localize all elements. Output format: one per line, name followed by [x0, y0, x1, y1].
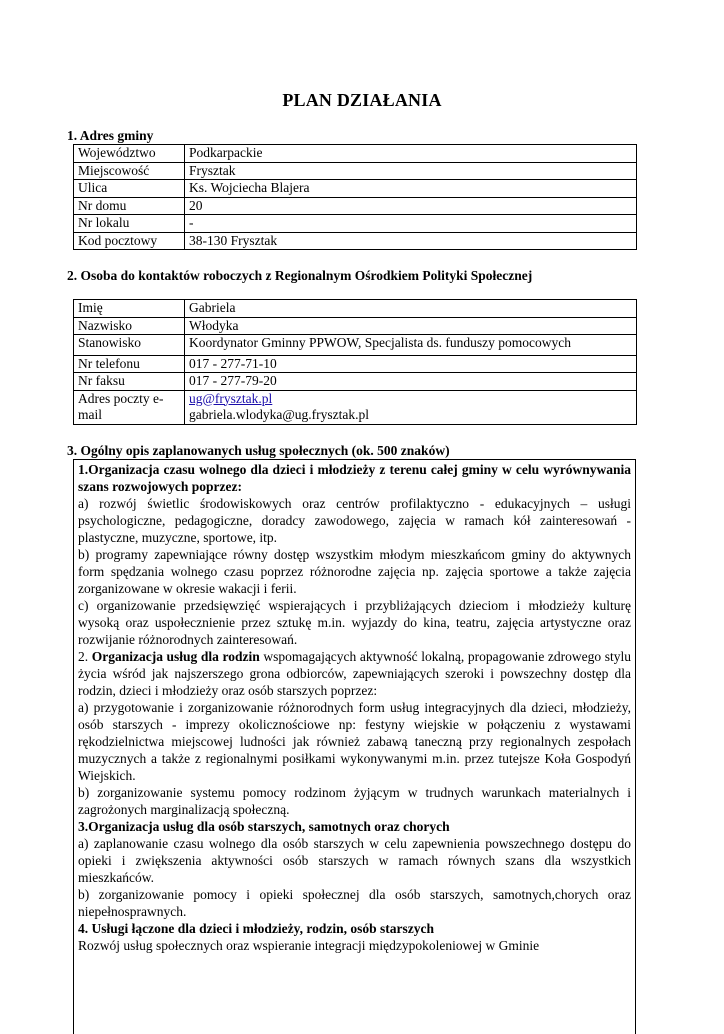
section-2-heading: 2. Osoba do kontaktów roboczych z Regionalnym Ośrodkiem Polityki Społecznej	[67, 268, 533, 283]
table-value: Koordynator Gminny PPWOW, Specjalista ds. funduszy pomocowych	[185, 335, 637, 356]
services-description-box	[73, 459, 636, 1034]
table-label: Kod pocztowy	[74, 232, 185, 250]
table-value: 20	[185, 197, 637, 215]
paragraph-4-heading: 4. Usługi łączone dla dzieci i młodzieży, rodzin, osób starszych	[78, 921, 434, 936]
table-value: Ks. Wojciecha Blajera	[185, 180, 637, 198]
table-label: Nr lokalu	[74, 215, 185, 233]
table-row	[74, 373, 637, 391]
table-row	[74, 197, 637, 215]
table-row	[74, 335, 637, 356]
paragraph-1a: a) rozwój świetlic środowiskowych oraz centrów profilaktyczno - edukacyjnych – usługi psychologiczne, pedagogiczne, doradcy zawodowego, zajęcia w ramach kół zainteresowań -plastyczne, muzyczne, sportowe, itp.	[78, 496, 631, 545]
table-row	[74, 232, 637, 250]
paragraph-1-heading: 1.Organizacja czasu wolnego dla dzieci i młodzieży z terenu całej gminy w celu wyrównywania szans rozwojowych poprzez:	[78, 462, 631, 494]
table-value: Frysztak	[185, 162, 637, 180]
table-value: Podkarpackie	[185, 145, 637, 163]
paragraph-2	[78, 648, 631, 699]
table-value: 38-130 Frysztak	[185, 232, 637, 250]
table-label: Nr telefonu	[74, 355, 185, 373]
section-3-heading: 3. Ogólny opis zaplanowanych usług społecznych (ok. 500 znaków)	[67, 443, 450, 458]
paragraph-3a: a) zaplanowanie czasu wolnego dla osób starszych w celu zapewnienia powszechnego dostępu do opieki i zwiększenia aktywności osób starszych w ramach równych szans dla wszystkich mieszkańców.	[78, 836, 631, 885]
section-1-heading: 1. Adres gminy	[67, 128, 154, 143]
table-value: Gabriela	[185, 300, 637, 318]
table-row	[74, 317, 637, 335]
table-label: Imię	[74, 300, 185, 318]
table-label: Nazwisko	[74, 317, 185, 335]
table-row	[74, 215, 637, 233]
table-value: 017 - 277-71-10	[185, 355, 637, 373]
table-label: Nr faksu	[74, 373, 185, 391]
paragraph-1c: c) organizowanie przedsięwzięć wspierających i przybliżających dzieciom i młodzieży kulturę wysoką oraz uspołecznienie przez sztukę m.in. wyjazdy do kina, teatru, zajęcia artystyczne oraz rozwijanie różnorodnych zainteresowań.	[78, 598, 631, 647]
paragraph-2-number: 2.	[78, 649, 89, 664]
email-label: Adres poczty e-mail	[74, 390, 185, 424]
table-value: -	[185, 215, 637, 233]
table-value: 017 - 277-79-20	[185, 373, 637, 391]
paragraph-2b: b) zorganizowanie systemu pomocy rodzinom żyjącym w trudnych warunkach materialnych i zagrożonych marginalizacją społeczną.	[78, 785, 631, 817]
page-title: PLAN DZIAŁANIA	[282, 90, 442, 110]
table-label: Województwo	[74, 145, 185, 163]
contact-table	[73, 299, 637, 425]
paragraph-4-text: Rozwój usług społecznych oraz wspieranie integracji międzypokoleniowej w Gminie	[78, 938, 540, 953]
paragraph-3b: b) zorganizowanie pomocy i opieki społecznej dla osób starszych, samotnych,chorych oraz niepełnosprawnych.	[78, 887, 631, 919]
table-label: Stanowisko	[74, 335, 185, 356]
paragraph-2-heading: Organizacja usług dla rodzin	[91, 649, 260, 664]
table-value: Włodyka	[185, 317, 637, 335]
table-row	[74, 355, 637, 373]
paragraph-1b: b) programy zapewniające równy dostęp wszystkim młodym mieszkańcom gminy do aktywnych form spędzania wolnego czasu poprzez różnorodne zajęcia np. zajęcia sportowe a także zajęcia zorganizowane w okresie wakacji i ferii.	[78, 547, 631, 596]
paragraph-3-heading: 3.Organizacja usług dla osób starszych, samotnych oraz chorych	[78, 819, 450, 834]
table-label: Ulica	[74, 180, 185, 198]
table-row	[74, 180, 637, 198]
address-table	[73, 144, 637, 250]
paragraph-2-text: wspomagających aktywność lokalną, propagowanie zdrowego stylu życia wśród jak najszerszego grona odbiorców, zapewniających szeroki i powszechny dostęp dla rodzin, dzieci i młodzieży oraz osób starszych poprzez:	[78, 649, 632, 698]
table-label: Nr domu	[74, 197, 185, 215]
table-row	[74, 390, 637, 424]
email-values	[185, 390, 637, 424]
email-secondary: gabriela.wlodyka@ug.frysztak.pl	[189, 407, 370, 422]
table-row	[74, 300, 637, 318]
table-row	[74, 145, 637, 163]
paragraph-2a: a) przygotowanie i zorganizowanie różnorodnych form usług integracyjnych dla dzieci, młodzieży, osób starszych - imprezy okolicznościowe np: festyny wiejskie w połączeniu z wystawami rękodzielnictwa miejscowej ludności jak również zabawą taneczną przy regionalnych zespołach muzycznych a także z regionalnymi posiłkami wykonywanymi m.in. przez tutejsze Koła Gospodyń Wiejskich.	[78, 700, 631, 783]
table-label: Miejscowość	[74, 162, 185, 180]
table-row	[74, 162, 637, 180]
email-link[interactable]: ug@frysztak.pl	[189, 390, 273, 406]
